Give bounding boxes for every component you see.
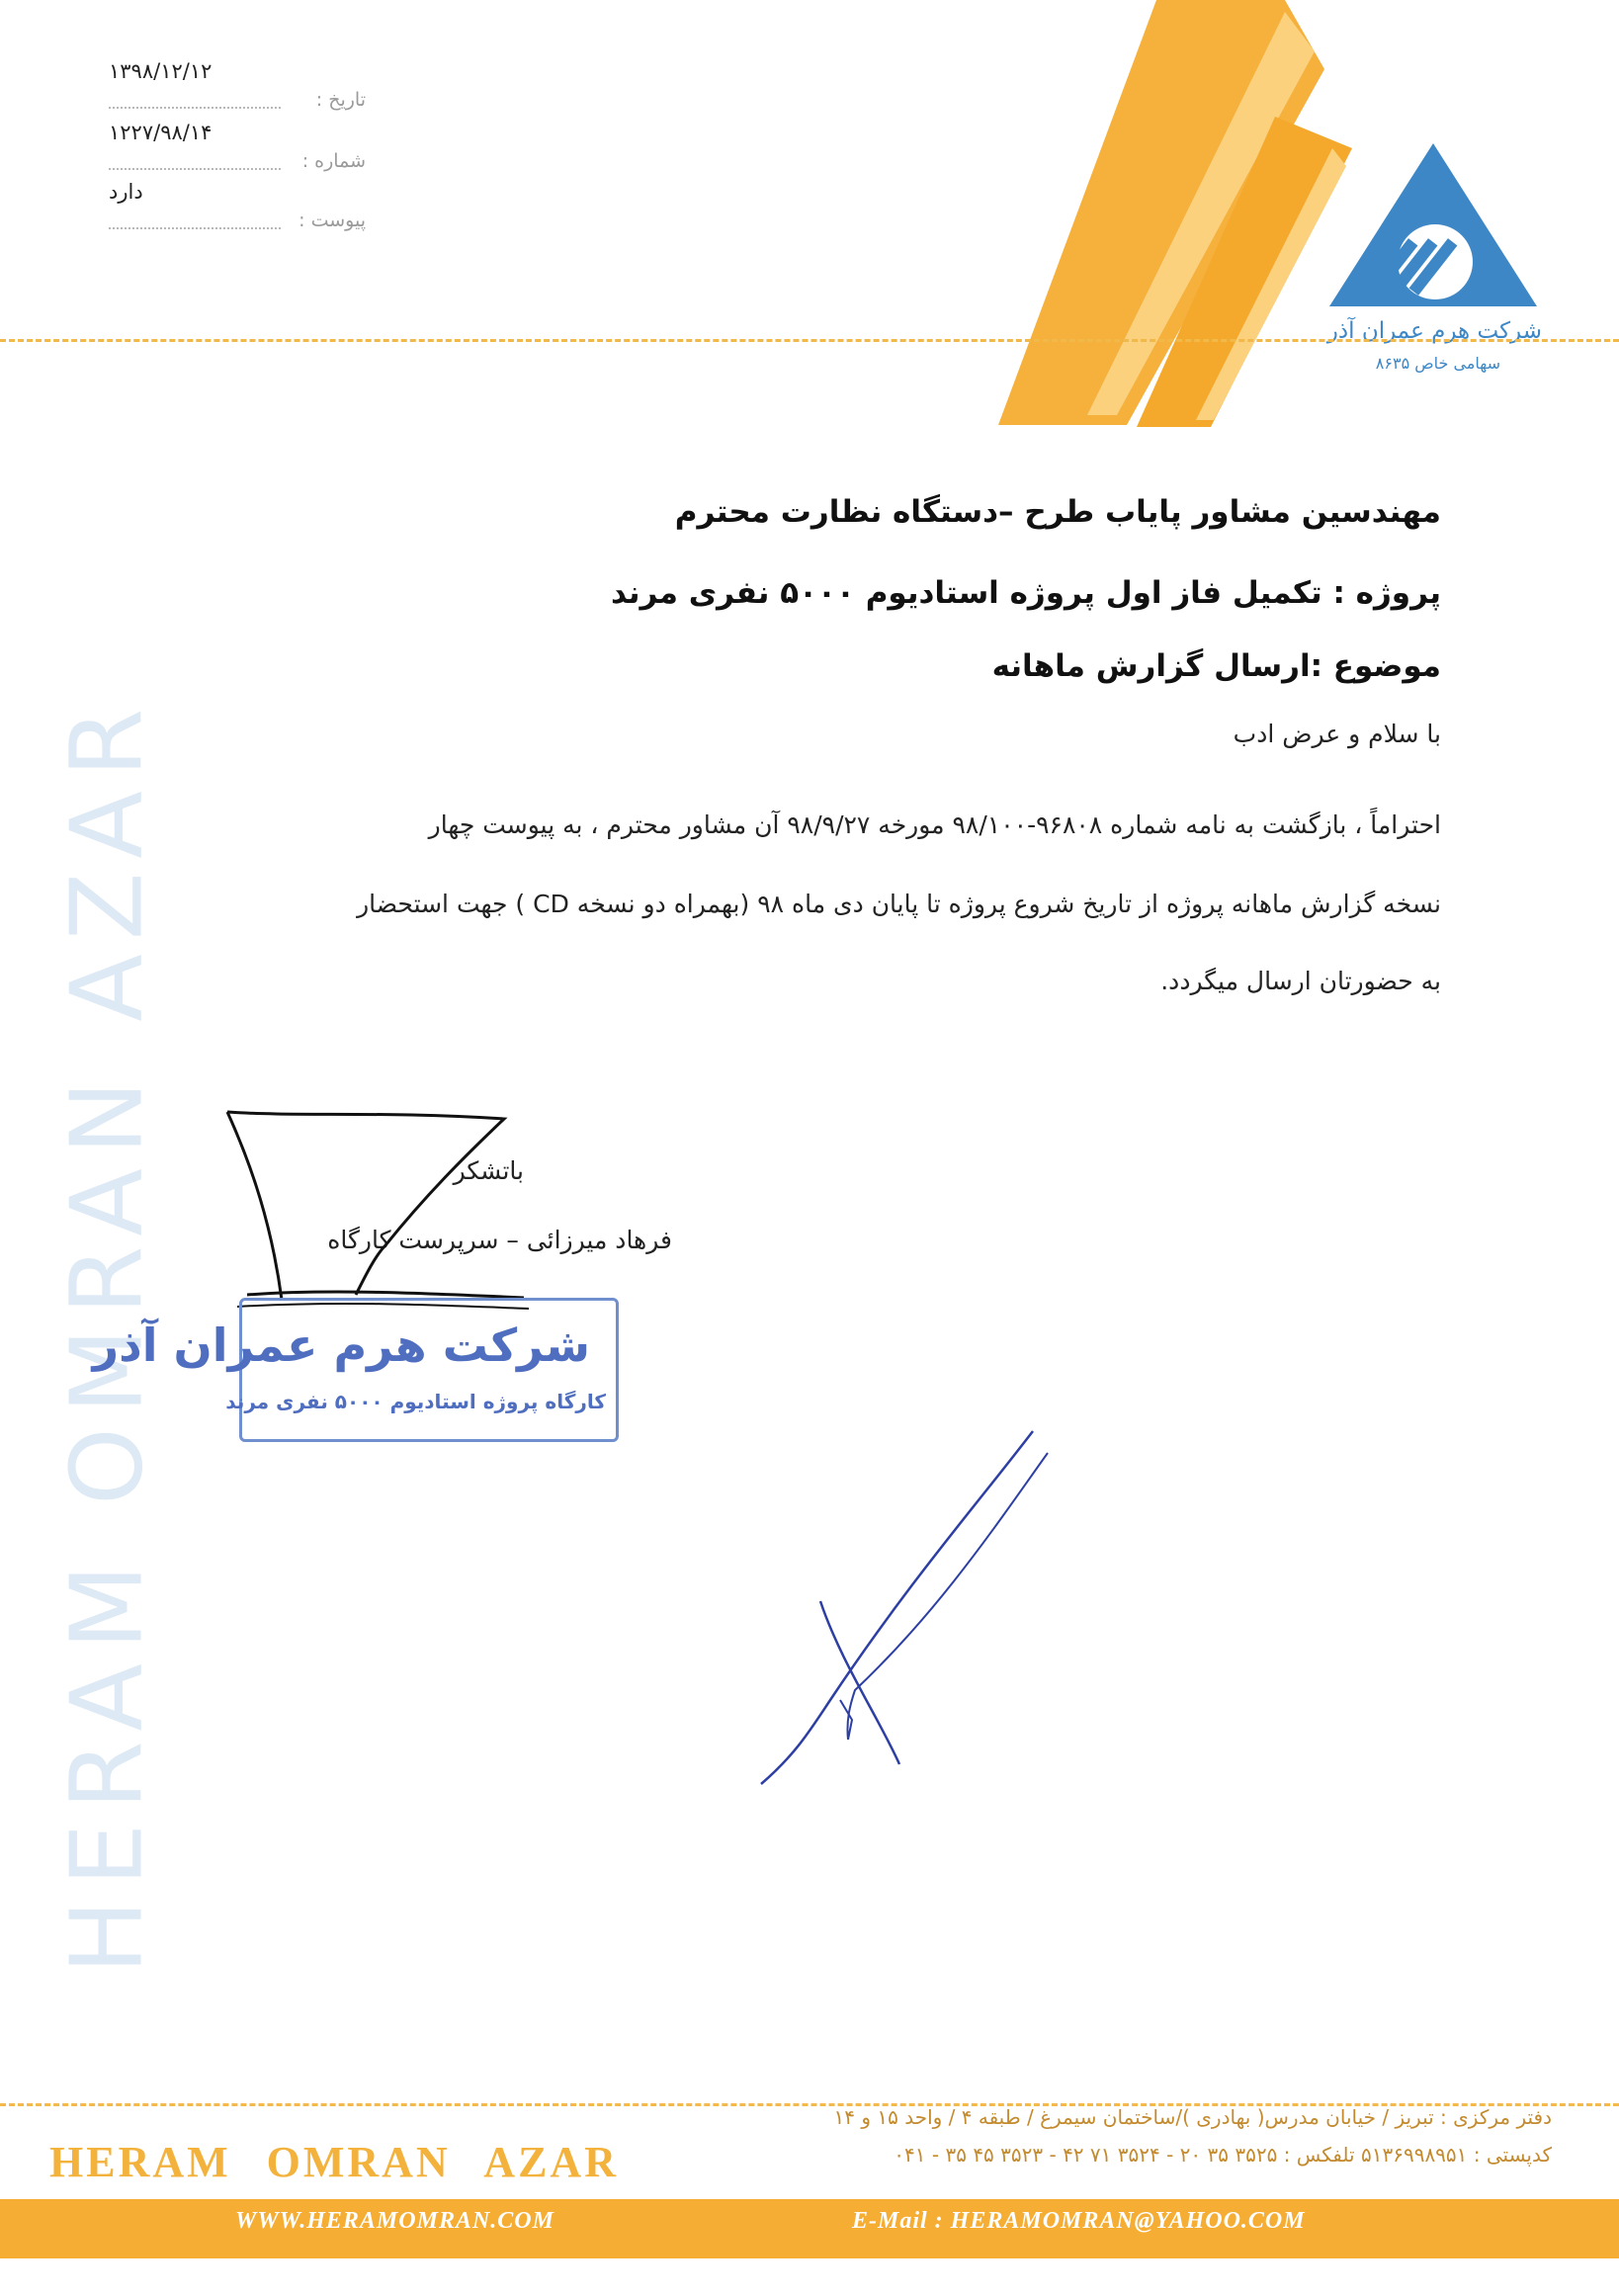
footer-email: E-Mail : HERAMOMRAN@YAHOO.COM xyxy=(852,2208,1306,2234)
company-name: شرکت هرم عمران آذر xyxy=(1326,318,1542,344)
header-divider xyxy=(0,339,1619,342)
blue-signature-icon xyxy=(751,1423,1087,1799)
footer-brand: HERAM OMRAN AZAR xyxy=(49,2138,619,2186)
company-registration: سهامی خاص ۸۶۳۵ xyxy=(1375,354,1500,373)
footer-address: دفتر مرکزی : تبریز / خیابان مدرس( بهادری )/ساختمان سیمرغ / طبقه ۴ / واحد ۱۵ و ۱۴ xyxy=(833,2105,1552,2129)
attachment-dotted-line xyxy=(109,227,281,229)
handwritten-signature-icon xyxy=(217,1097,534,1315)
number-dotted-line xyxy=(109,168,281,170)
attachment-value: دارد xyxy=(109,180,143,204)
footer-phones: کدپستی : ۵۱۳۶۹۹۸۹۵۱ تلفکس : ۳۵۲۵ ۳۵ ۲۰ - ۳۵۲۴ ۷۱ ۴۲ - ۳۵۲۳ ۴۵ ۳۵ - ۰۴۱ xyxy=(894,2143,1552,2167)
recipient-heading: مهندسین مشاور پایاب طرح –دستگاه نظارت محترم xyxy=(674,494,1441,530)
project-heading: پروژه : تکمیل فاز اول پروژه استادیوم ۵۰۰۰ نفری مرند xyxy=(610,575,1441,611)
attachment-label: پیوست : xyxy=(298,210,366,231)
company-logo-icon xyxy=(1324,138,1542,316)
number-field xyxy=(109,121,366,180)
body-line-2: نسخه گزارش ماهانه پروژه از تاریخ شروع پروژه تا پایان دی ماه ۹۸ (بهمراه دو نسخه CD ) جهت استحضار xyxy=(357,890,1441,918)
subject-heading: موضوع :ارسال گزارش ماهانه xyxy=(991,648,1441,684)
footer-website: WWW.HERAMOMRAN.COM xyxy=(235,2208,554,2234)
stamp-subtitle: کارگاه پروژه استادیوم ۵۰۰۰ نفری مرند xyxy=(225,1390,606,1413)
greeting: با سلام و عرض ادب xyxy=(1233,720,1441,748)
date-field xyxy=(109,59,366,119)
thanks-text: باتشکر xyxy=(453,1156,524,1185)
stamp-title: شرکت هرم عمران آذر xyxy=(92,1318,590,1372)
date-dotted-line xyxy=(109,107,281,109)
date-value: ۱۳۹۸/۱۲/۱۲ xyxy=(109,59,213,83)
attachment-field xyxy=(109,180,366,239)
vertical-watermark: HERAM OMRAN AZAR xyxy=(48,694,165,1975)
body-line-1: احتراماً ، بازگشت به نامه شماره ۹۶۸۰۸-۹۸/۱۰۰ مورخه ۹۸/۹/۲۷ آن مشاور محترم ، به پیوست چهار xyxy=(428,810,1441,839)
signer-name: فرهاد میرزائی – سرپرست کارگاه xyxy=(327,1226,672,1254)
number-label: شماره : xyxy=(301,150,366,172)
number-value: ۱۲۲۷/۹۸/۱۴ xyxy=(109,121,213,144)
date-label: تاریخ : xyxy=(315,89,366,111)
body-line-3: به حضورتان ارسال میگردد. xyxy=(1160,967,1441,995)
company-stamp xyxy=(92,1298,619,1442)
